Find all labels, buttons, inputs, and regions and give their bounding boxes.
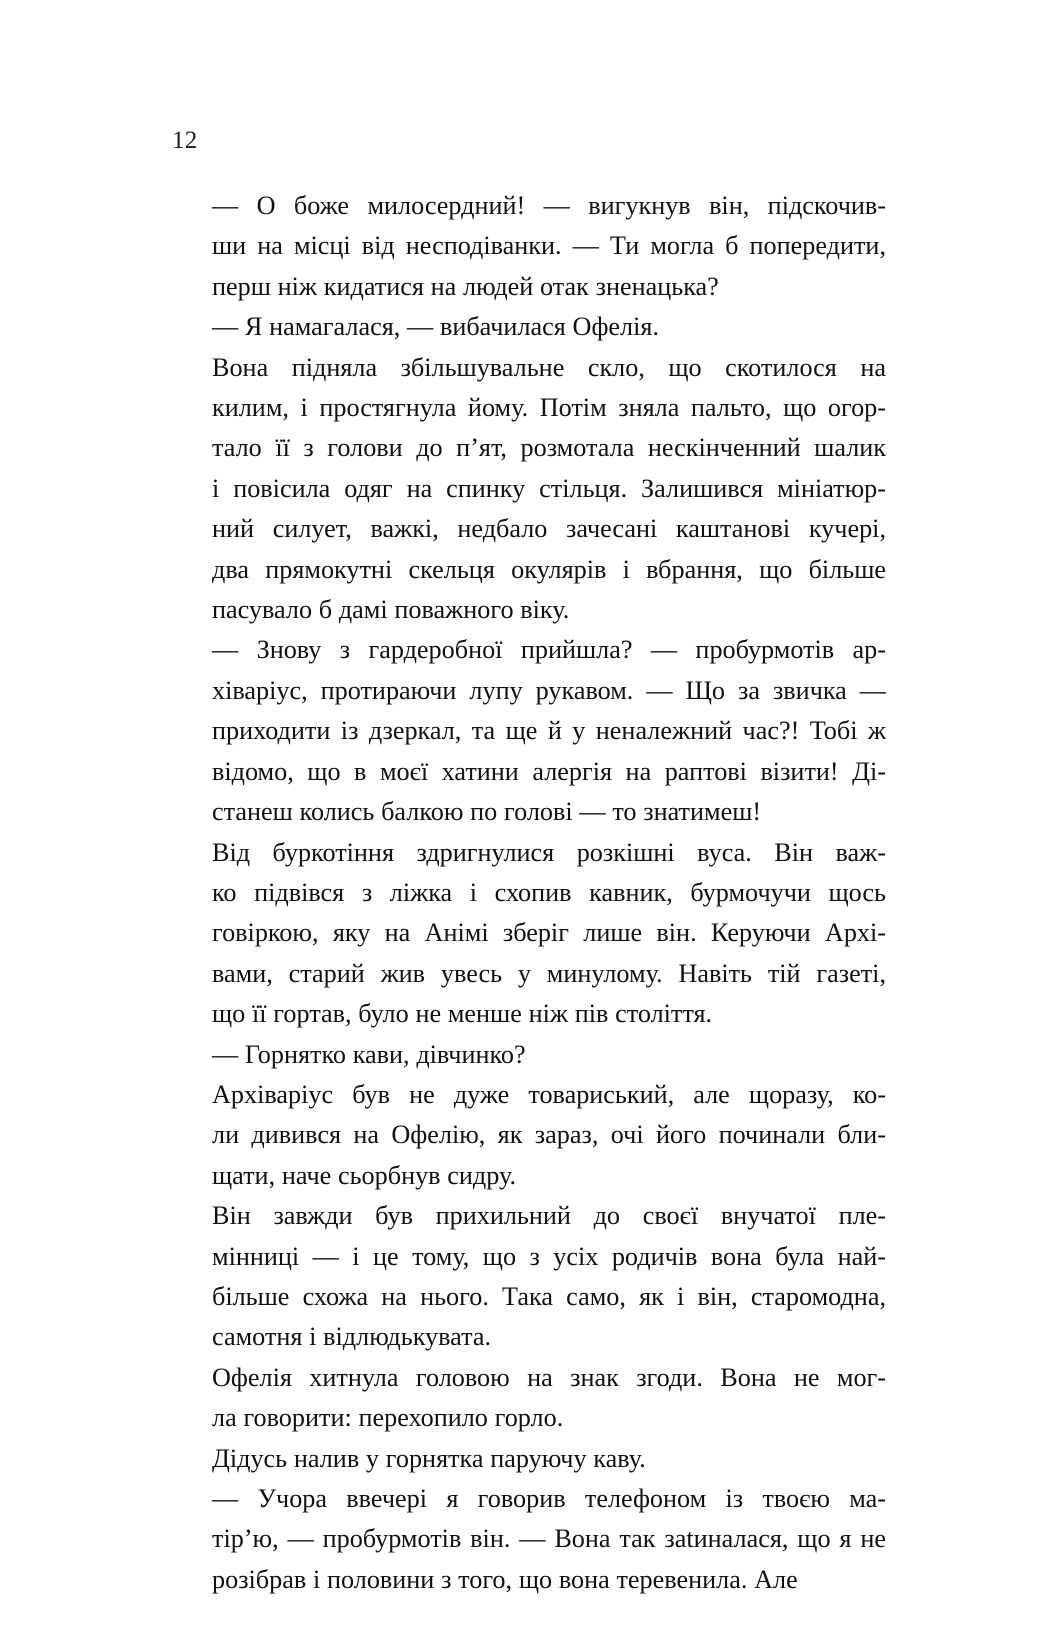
text-line: щати, наче сьорбнув сидру. [212,1160,517,1190]
text-line: — Я намагалася, — вибачилася Офелія. [212,312,659,342]
text-line: ла говорити: перехопило горло. [212,1403,564,1433]
text-line: Вона підняла збільшувальне скло, що скотилося на [212,352,886,382]
text-line: — Горнятко кави, дівчинко? [212,1039,526,1069]
text-line: і повісила одяг на спинку стільця. Залишився мініатюр- [212,473,886,503]
text-line: мінниці — і це тому, що з усіх родичів вона була най- [212,1241,886,1271]
text-line: перш ніж кидатися на людей отак зненацька? [212,271,719,301]
text-line: Дідусь налив у горнятка паруючу каву. [212,1443,646,1473]
paragraph [172,348,886,631]
text-line: Він завжди був прихильний до своєї внучатої пле- [212,1201,886,1231]
paragraph [172,1035,886,1075]
text-line: Архіваріус був не дуже товариський, але щоразу, ко- [212,1079,886,1109]
paragraph [172,1439,886,1479]
paragraph [172,1358,886,1439]
page-number: 12 [172,127,198,154]
text-line: хіваріус, протираючи лупу рукавом. — Що за звичка — [212,675,886,705]
text-line: станеш колись балкою по голові — то знатимеш! [212,797,762,827]
text-line: більше схожа на нього. Така само, як і він, старомодна, [212,1281,886,1311]
text-line: тало її з голови до п’ят, розмотала нескінченний шалик [212,433,886,463]
text-line: ний силует, важкі, недбало зачесані каштанові кучері, [212,514,886,544]
paragraph [172,307,886,347]
paragraph [172,1479,886,1600]
text-line: розібрав і половини з того, що вона теревенила. Але [212,1564,798,1594]
text-line: пасувало б дамі поважного віку. [212,595,570,625]
text-line: килим, і простягнула йому. Потім зняла пальто, що огор- [212,393,886,423]
text-line: — Учора ввечері я говорив телефоном із твоєю ма- [212,1484,886,1513]
paragraph [172,833,886,1035]
paragraph [172,1075,886,1196]
text-line: — О боже милосердний! — вигукнув він, підскочив- [212,191,886,220]
text-line: — Знову з гардеробної прийшла? — пробурмотів ар- [212,635,886,665]
paragraph-list [172,186,886,1600]
paragraph [172,630,886,832]
text-line: тір’ю, — пробурмотів він. — Вона так заtиналася, що я не [212,1524,886,1554]
text-line: Від буркотіння здригнулися розкішні вуса. Він важ- [212,837,886,867]
body-text-block [172,186,886,1600]
text-line: Офелія хитнула головою на знак згоди. Вона не мог- [212,1362,886,1392]
text-line: ко підвівся з ліжка і схопив кавник, бурмочучи щось [212,877,886,907]
paragraph [172,1196,886,1358]
text-line: що її гортав, було не менше ніж пів століття. [212,999,713,1029]
text-line: ли дивився на Офелію, як зараз, очі його починали бли- [212,1120,886,1150]
text-line: приходити із дзеркал, та ще й у неналежний час?! Тобі ж [212,716,886,746]
text-line: вами, старий жив увесь у минулому. Навіть тій газеті, [212,958,886,988]
text-line: два прямокутні скельця окулярів і вбрання, що більше [212,554,886,584]
paragraph [172,186,886,307]
text-line: самотня і відлюдькувата. [212,1322,492,1352]
text-line: ши на місці від несподіванки. — Ти могла б попередити, [212,231,886,261]
text-line: говіркою, яку на Анімі зберіг лише він. Керуючи Архі- [212,918,886,948]
text-line: відомо, що в моєї хатини алергія на раптові візити! Ді- [212,756,886,786]
